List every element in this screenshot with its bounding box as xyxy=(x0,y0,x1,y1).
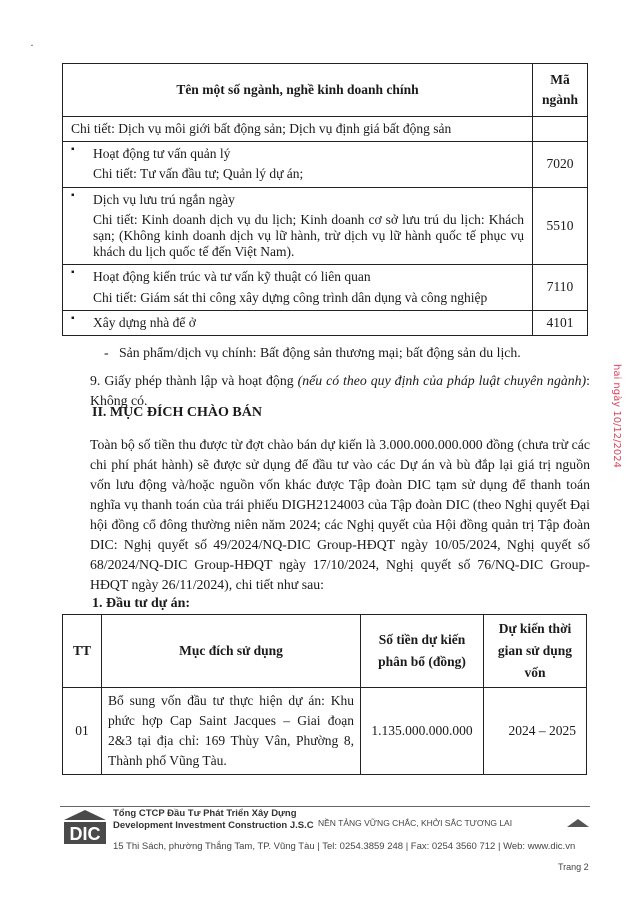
business-code-cell: 7020 xyxy=(533,142,588,187)
bullet-icon: ▪ xyxy=(71,144,75,156)
business-line-text: Xây dựng nhà để ở xyxy=(93,314,196,330)
handwriting-text: hai ngày 10/12/2024 xyxy=(611,364,622,468)
company-name-en: Development Investment Construction J.S.C xyxy=(113,820,314,831)
main-products-line: - Sản phẩm/dịch vụ chính: Bất động sản thương mại; bất động sản du lịch. xyxy=(104,345,521,360)
slogan-triangle-icon xyxy=(566,818,590,828)
bullet-icon: ▪ xyxy=(71,189,75,201)
bullet-icon: ▪ xyxy=(71,267,75,279)
business-code-cell: 7110 xyxy=(533,265,588,310)
dic-logo-icon xyxy=(62,810,108,846)
section-2-body-text: Toàn bộ số tiền thu được từ đợt chào bán dự kiến là 3.000.000.000.000 đồng (chưa trừ các chi phí phát hành) sẽ được sử dụng để đầu tư vào các Dự án và bù đắp lại giá trị nguồn vốn lưu động và/hoặc nguồn vốn khác được Tập đoàn DIC tạm sử dụng để thanh toán nghĩa vụ thanh toán của trái phiếu DIGH2124003 của Tập đoàn DIC (theo Nghị quyết Đại hội đồng cổ đông thường niên năm 2024; các Nghị quyết của Hội đồng quản trị Tập đoàn DIC: Nghị quyết số 49/2024/NQ-DIC Group-HĐQT ngày 10/05/2024, Nghị quyết số 68/2024/NQ-DIC Group-HĐQT ngày 17/10/2024, Nghị quyết số 76/NQ-DIC Group-HĐQT ngày 26/11/2024), chi tiết như sau: xyxy=(90,437,590,592)
business-line-text: Hoạt động tư vấn quản lý xyxy=(93,146,231,162)
bullet-icon: ▪ xyxy=(71,312,75,324)
section-2-body xyxy=(62,435,590,595)
business-line-text: Chi tiết: Dịch vụ môi giới bất động sản; Dịch vụ định giá bất động sản xyxy=(71,121,452,136)
business-line-cell xyxy=(63,142,533,187)
header-business-code: Mã ngành xyxy=(533,64,588,117)
table-row xyxy=(63,187,588,265)
header-tt: TT xyxy=(63,615,102,688)
business-lines-body xyxy=(63,117,588,336)
business-code-cell: 5510 xyxy=(533,187,588,265)
business-line-text: Chi tiết: Tư vấn đầu tư; Quản lý dự án; xyxy=(93,166,304,182)
subsection-1-heading: 1. Đầu tư dự án: xyxy=(92,596,191,611)
table-row xyxy=(63,310,588,335)
business-code-cell xyxy=(533,117,588,142)
svg-text:DIC: DIC xyxy=(69,824,101,844)
item-9-italic: (nếu có theo quy định của pháp luật chuyên ngành) xyxy=(297,373,587,388)
business-line-text: Chi tiết: Kinh doanh dịch vụ du lịch; Kinh doanh cơ sở lưu trú du lịch: Khách sạn; (Không kinh doanh dịch vụ lữ hành, trừ dịch vụ lữ hành quốc tế phục vụ khách du lịch quốc tế đến Việt Nam). xyxy=(93,211,524,260)
page-number: Trang 2 xyxy=(558,862,589,872)
business-line-text: Hoạt động kiến trúc và tư vấn kỹ thuật có liên quan xyxy=(93,269,371,285)
business-line-cell xyxy=(63,310,533,335)
row-purpose: Bổ sung vốn đầu tư thực hiện dự án: Khu phức hợp Cap Saint Jacques – Giai đoạn 2&3 tại địa chỉ: 169 Thùy Vân, Phường 8, Thành phố Vũng Tàu. xyxy=(102,688,361,775)
header-business-name: Tên một số ngành, nghề kinh doanh chính xyxy=(63,64,533,117)
table-row xyxy=(63,117,588,142)
item-9-suffix: : Không có. xyxy=(90,373,590,408)
scan-dot-mark: · xyxy=(30,38,34,52)
company-name-vn: Tổng CTCP Đầu Tư Phát Triển Xây Dựng xyxy=(113,808,297,819)
business-lines-table xyxy=(62,63,588,336)
row-amount: 1.135.000.000.000 xyxy=(361,688,484,775)
business-line-text: Chi tiết: Giám sát thi công xây dựng công trình dân dụng và công nghiệp xyxy=(93,289,488,305)
table-header-row xyxy=(63,615,587,688)
row-tt: 01 xyxy=(63,688,102,775)
header-amount: Số tiền dự kiến phân bổ (đồng) xyxy=(361,615,484,688)
footer-divider xyxy=(60,806,590,807)
table-row xyxy=(63,265,588,310)
table-row xyxy=(63,688,587,775)
row-period: 2024 – 2025 xyxy=(484,688,587,775)
investment-table xyxy=(62,614,587,775)
table-row xyxy=(63,142,588,187)
header-period: Dự kiến thời gian sử dụng vốn xyxy=(484,615,587,688)
handwritten-margin-note xyxy=(602,360,632,480)
company-slogan: NỀN TẢNG VỮNG CHẮC, KHỞI SẮC TƯƠNG LAI xyxy=(318,818,513,828)
business-code-cell: 4101 xyxy=(533,310,588,335)
header-purpose: Mục đích sử dụng xyxy=(102,615,361,688)
business-line-cell xyxy=(63,265,533,310)
item-9-prefix: 9. Giấy phép thành lập và hoạt động xyxy=(90,373,298,388)
business-line-cell xyxy=(63,187,533,265)
business-line-cell xyxy=(63,117,533,142)
table-header-row xyxy=(63,64,588,117)
business-line-text: Dịch vụ lưu trú ngắn ngày xyxy=(93,191,235,207)
company-address: 15 Thi Sách, phường Thắng Tam, TP. Vũng Tàu | Tel: 0254.3859 248 | Fax: 0254 3560 712 | Web: www.dic.vn xyxy=(113,841,576,852)
section-2-heading: II. MỤC ĐÍCH CHÀO BÁN xyxy=(92,405,262,420)
